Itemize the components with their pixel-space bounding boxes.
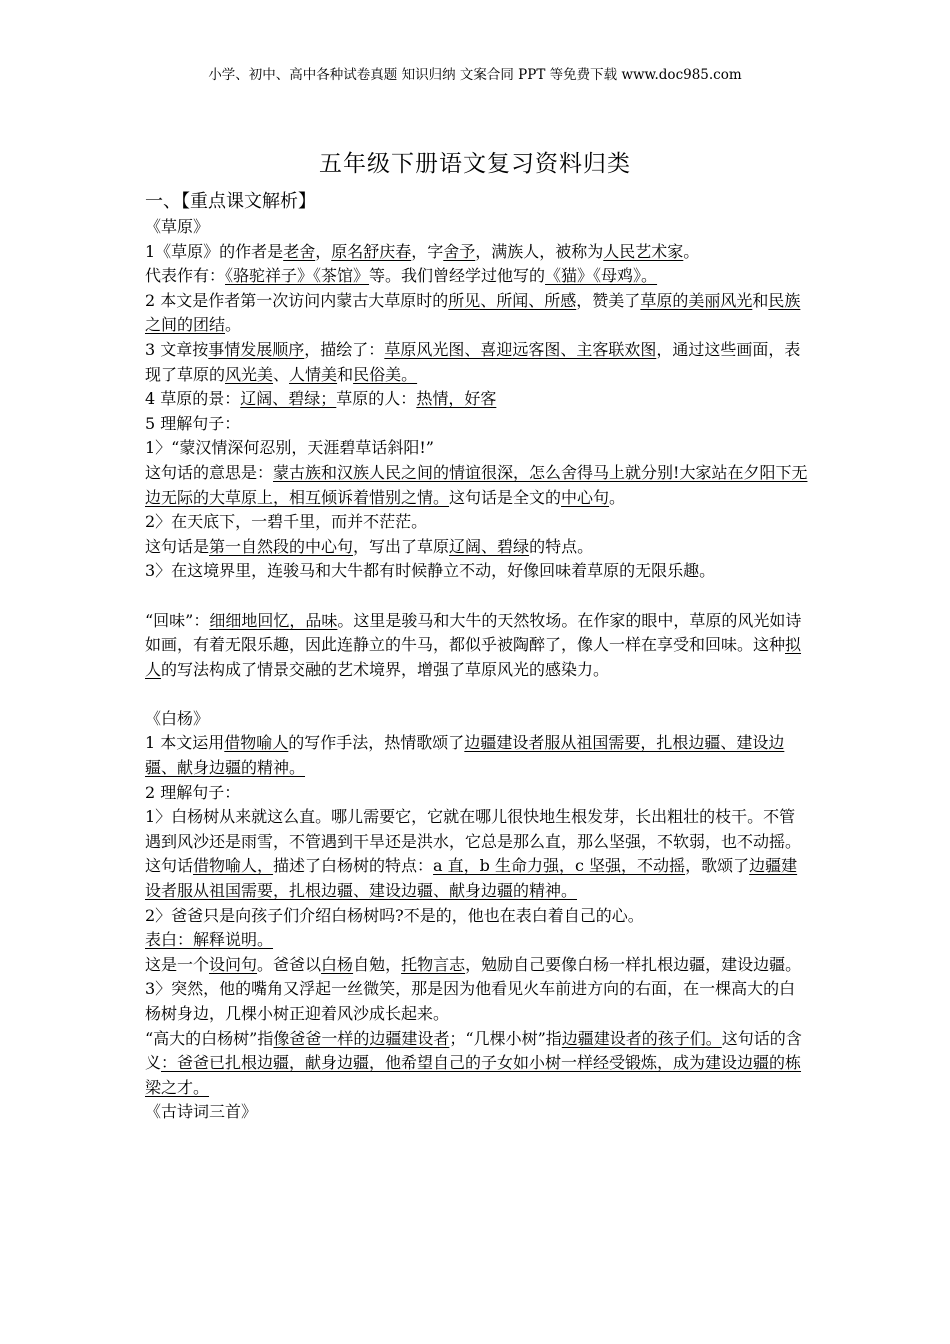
text: 和 <box>752 290 769 310</box>
site-header: 小学、初中、高中各种试卷真题 知识归纳 文案合同 PPT 等免费下载 www.doc985.com <box>208 67 742 83</box>
caoyuan-sentence-2: 2〉在天底下，一碧千里，而并不茫茫。 <box>145 512 428 532</box>
text: 的特点。 <box>529 536 594 556</box>
text: ，赞美了 <box>576 290 641 310</box>
document-title: 五年级下册语文复习资料归类 <box>319 151 631 177</box>
underlined-answer: 第一自然段的中心句 <box>209 536 354 556</box>
underlined-answer: 边疆建设者服从祖国需要，扎根边疆、建设边疆、献身边疆的精神。 <box>145 856 798 901</box>
text: ，字 <box>411 241 444 261</box>
text: ， <box>315 241 332 261</box>
text: 的写作手法，热情歌颂了 <box>288 733 465 753</box>
underlined-answer: 事情发展顺序 <box>208 339 305 359</box>
underlined-answer: 《骆驼祥子》《茶馆》 <box>225 266 370 286</box>
underlined-answer: 热情，好客 <box>416 389 497 409</box>
section-heading: 一、【重点课文解析】 <box>145 191 316 212</box>
underlined-answer: 拟人 <box>145 635 802 679</box>
baiyang-definition <box>145 928 810 953</box>
text: ，勉励自己要像白杨一样扎根边疆，建设边疆。 <box>465 954 802 974</box>
underlined-answer: 细细地回忆，品味 <box>209 610 338 630</box>
underlined-answer: 原名舒庆春 <box>331 241 412 261</box>
text: 草原的人： <box>336 389 417 409</box>
underlined-answer: 中心句 <box>561 487 610 507</box>
underlined-answer: 所见、所闻、所感 <box>448 290 577 310</box>
text: “高大的白杨树”指 <box>145 1028 274 1048</box>
text: ，满族人，被称为 <box>475 241 604 261</box>
text: 。 <box>683 241 700 261</box>
text: 这句话是全文的 <box>449 487 562 507</box>
text: 的写法构成了情景交融的艺术境界，增强了草原风光的感染力。 <box>161 659 610 679</box>
caoyuan-point-4 <box>145 387 810 412</box>
underlined-answer: 边疆建设者服从祖国需要，扎根边疆、建设边疆、献身边疆的精神。 <box>145 733 785 778</box>
text: 1《草原》的作者是 <box>145 241 284 261</box>
underlined-answer: 辽阔、碧绿 <box>449 536 530 556</box>
underlined-answer: ：爸爸已扎根边疆，献身边疆，他希望自己的子女如小树一样经受锻炼，成为建设边疆的栋梁之才。 <box>145 1053 802 1097</box>
underlined-answer: 老舍 <box>283 241 316 261</box>
underlined-answer: 草原风光图、喜迎远客图、主客联欢图 <box>384 339 657 359</box>
caoyuan-sentence-3: 3〉在这境界里，连骏马和大牛都有时候静立不动，好像回味着草原的无限乐趣。 <box>145 561 716 581</box>
text: ，描绘了： <box>304 339 385 359</box>
text: 、 <box>273 364 290 384</box>
text: 这句话是 <box>145 536 210 556</box>
document-body <box>145 188 810 1125</box>
caoyuan-point-1 <box>145 240 810 265</box>
caoyuan-sentence-3-explanation <box>145 609 810 683</box>
underlined-answer: 边疆建设者的孩子们。 <box>561 1028 722 1048</box>
caoyuan-sentence-2-explanation <box>145 535 810 560</box>
underlined-answer: 风光美 <box>225 364 274 384</box>
text: ；“几棵小树”指 <box>449 1028 562 1048</box>
lesson-heading-gushici: 《古诗词三首》 <box>145 1102 258 1122</box>
underlined-answer: 表白：解释说明。 <box>145 930 274 950</box>
caoyuan-point-5: 5 理解句子： <box>145 413 241 433</box>
lesson-heading-baiyang: 《白杨》 <box>145 708 210 728</box>
caoyuan-point-3 <box>145 338 810 387</box>
text: 这是一个 <box>145 954 210 974</box>
baiyang-sentence-1-explanation <box>145 854 810 903</box>
text: 1 本文运用 <box>145 733 225 753</box>
baiyang-point-2: 2 理解句子： <box>145 782 241 802</box>
text: 。爸爸以 <box>257 954 322 974</box>
caoyuan-point-2 <box>145 289 810 338</box>
baiyang-sentence-2: 2〉爸爸只是向孩子们介绍白杨树吗?不是的，他也在表白着自己的心。 <box>145 905 644 925</box>
caoyuan-sentence-1: 1〉“蒙汉情深何忍别，天涯碧草话斜阳!” <box>145 438 434 458</box>
text: 描述了白杨树的特点： <box>273 856 434 876</box>
underlined-answer: 借物喻人 <box>224 733 289 753</box>
underlined-answer: 《猫》《母鸡》。 <box>545 266 658 286</box>
underlined-answer: 舍予 <box>443 241 476 261</box>
underlined-answer: 白杨 <box>321 954 354 974</box>
text: 和 <box>337 364 354 384</box>
caoyuan-sentence-1-explanation <box>145 461 810 510</box>
underlined-answer: 人情美 <box>289 364 338 384</box>
text: 这句话 <box>145 856 194 876</box>
underlined-answer: 草原的美丽风光 <box>640 290 753 310</box>
underlined-answer: 像爸爸一样的边疆建设者 <box>273 1028 450 1048</box>
lesson-heading-caoyuan: 《草原》 <box>145 217 210 236</box>
baiyang-point-1 <box>145 731 810 780</box>
text: 3 文章按 <box>145 339 209 359</box>
text: 这句话的含义 <box>145 1028 802 1073</box>
underlined-answer: 设问句 <box>209 954 258 974</box>
text: 4 草原的景： <box>145 389 241 409</box>
text: 2 本文是作者第一次访问内蒙古大草原时的 <box>145 290 449 310</box>
text: ，通过这些画面，表现了草原的 <box>145 339 801 384</box>
baiyang-sentence-3: 3〉突然，他的嘴角又浮起一丝微笑，那是因为他看见火车前进方向的右面，在一棵高大的白杨树身边，几棵小树正迎着风沙成长起来。 <box>145 979 796 1023</box>
underlined-answer: a 直，b 生命力强，c 坚强，不动摇 <box>433 856 686 876</box>
text: ，写出了草原 <box>353 536 450 556</box>
text: “回味”： <box>145 610 210 630</box>
text: 。这里是骏马和大牛的天然牧场。在作家的眼中，草原的风光如诗如画，有着无限乐趣，因此连静立的牛马，都似乎被陶醉了，像人一样在享受和回味。这种 <box>145 610 802 655</box>
text: ，歌颂了 <box>685 856 750 876</box>
underlined-answer: 辽阔、碧绿； <box>240 389 337 409</box>
underlined-answer: 人民艺术家 <box>603 241 684 261</box>
underlined-answer: 托物言志 <box>401 954 466 974</box>
underlined-answer: 借物喻人， <box>193 856 274 876</box>
caoyuan-works <box>145 264 810 289</box>
text: 代表作有： <box>145 266 226 286</box>
underlined-answer: 蒙古族和汉族人民之间的情谊很深，怎么舍得马上就分别!大家站在夕阳下无边无际的大草原上，相互倾诉着惜别之情。 <box>145 462 808 507</box>
underlined-answer: 民族之间的团结 <box>145 290 801 335</box>
text: 自勉， <box>353 954 402 974</box>
text: 。 <box>225 315 242 335</box>
text: 这句话的意思是： <box>145 462 274 482</box>
underlined-answer: 民俗美。 <box>353 364 418 384</box>
text: 等。我们曾经学过他写的 <box>369 266 546 286</box>
baiyang-sentence-3-explanation <box>145 1027 810 1101</box>
baiyang-sentence-2-explanation <box>145 953 810 978</box>
baiyang-sentence-1: 1〉白杨树从来就这么直。哪儿需要它，它就在哪儿很快地生根发芽，长出粗壮的枝干。不管遇到风沙还是雨雪，不管遇到干旱还是洪水，它总是那么直，那么坚强，不软弱，也不动摇。 <box>145 807 802 851</box>
text: 。 <box>609 487 626 507</box>
